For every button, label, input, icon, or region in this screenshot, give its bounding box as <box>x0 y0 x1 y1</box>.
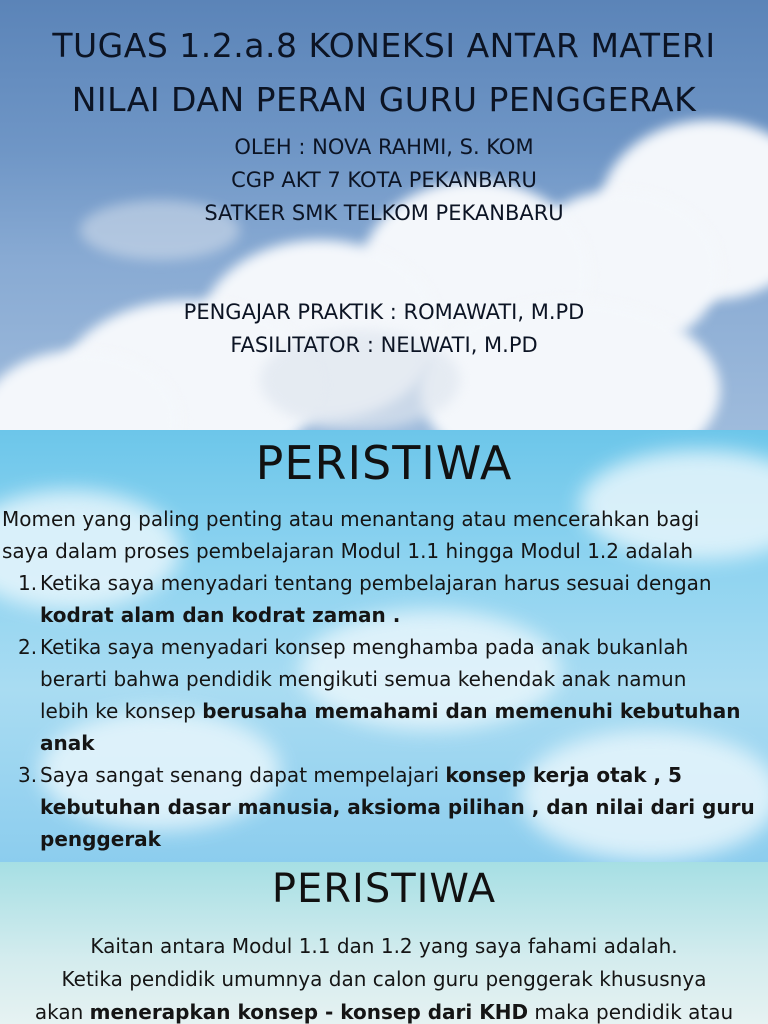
intro-text-line1: Momen yang paling penting atau menantang atau mencerahkan bagi <box>2 507 700 531</box>
plain-phrase: lebih ke konsep <box>40 699 203 723</box>
peristiwa-slide <box>0 430 768 862</box>
list-item-text: Ketika saya menyadari tentang pembelajaran harus sesuai dengan <box>40 571 712 595</box>
intro-text-line2: saya dalam proses pembelajaran Modul 1.1 hingga Modul 1.2 adalah <box>2 539 694 563</box>
list-item-text: Ketika saya menyadari konsep menghamba pada anak bukanlah <box>40 635 689 659</box>
plain-phrase: Saya sangat senang dapat mempelajari <box>40 763 446 787</box>
list-item-bold <box>40 795 755 819</box>
bold-phrase: penggerak <box>40 827 161 851</box>
cover-title-line2: NILAI DAN PERAN GURU PENGGERAK <box>71 80 697 119</box>
connection-text-line2: Ketika pendidik umumnya dan calon guru penggerak khususnya <box>61 967 707 991</box>
list-item-mixed <box>40 763 682 787</box>
connection-slide <box>0 862 768 1024</box>
section-heading: PERISTIWA <box>271 866 497 912</box>
bold-phrase: kebutuhan dasar manusia, aksioma pilihan , dan nilai dari guru <box>40 795 755 819</box>
cover-slide <box>0 0 768 430</box>
cover-pengajar: PENGAJAR PRAKTIK : ROMAWATI, M.PD <box>183 300 585 324</box>
list-number: 1. <box>18 571 38 595</box>
bold-phrase: anak <box>40 731 95 755</box>
bold-phrase: berusaha memahami dan memenuhi kebutuhan <box>202 699 741 723</box>
connection-text-line3 <box>0 1000 768 1024</box>
list-item-bold <box>40 603 400 627</box>
bold-phrase: kodrat alam dan kodrat zaman . <box>40 603 401 627</box>
list-number: 2. <box>18 635 38 659</box>
section-heading: PERISTIWA <box>255 436 513 490</box>
list-item-text: berarti bahwa pendidik mengikuti semua kehendak anak namun <box>40 667 687 691</box>
cover-satker: SATKER SMK TELKOM PEKANBARU <box>204 201 564 225</box>
plain-phrase: maka pendidik atau <box>528 1000 734 1024</box>
bold-phrase: menerapkan konsep - konsep dari KHD <box>89 1000 529 1024</box>
cover-program: CGP AKT 7 KOTA PEKANBARU <box>231 168 537 192</box>
connection-text-line1: Kaitan antara Modul 1.1 dan 1.2 yang saya fahami adalah. <box>90 934 678 958</box>
plain-phrase: akan <box>34 1000 90 1024</box>
cover-fasilitator: FASILITATOR : NELWATI, M.PD <box>230 333 538 357</box>
list-item-mixed <box>40 699 740 723</box>
cover-title-line1: TUGAS 1.2.a.8 KONEKSI ANTAR MATERI <box>52 26 716 65</box>
bold-phrase: konsep kerja otak , 5 <box>445 763 682 787</box>
list-item-bold <box>40 827 161 851</box>
cover-author: OLEH : NOVA RAHMI, S. KOM <box>234 135 534 159</box>
list-number: 3. <box>18 763 38 787</box>
list-item-bold <box>40 731 95 755</box>
